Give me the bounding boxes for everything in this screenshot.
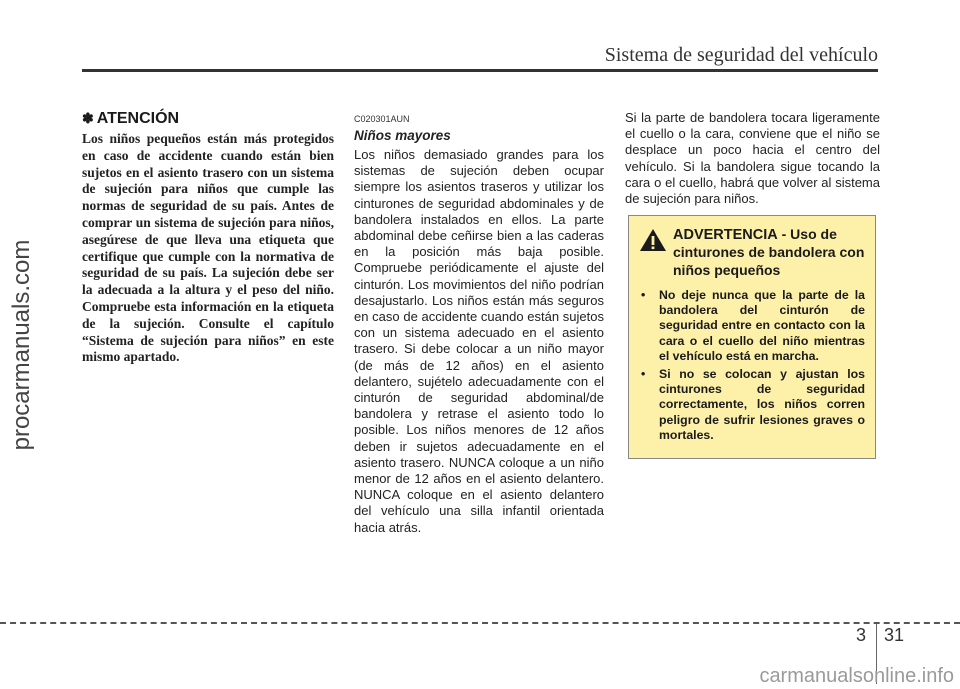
right-column: [625, 110, 880, 207]
bullet: •: [641, 288, 646, 302]
bullet: •: [641, 367, 646, 382]
shoulder-belt-paragraph: Si la parte de bandolera tocara ligeramente el cuello o la cara, conviene que el niño se desplace un poco hacia el centro del vehículo. Si la bandolera sigue tocando la cara o el cuello, habrá que volver al sistema de sujeción para niños.: [625, 110, 880, 207]
warning-title: [673, 226, 865, 280]
warning-item-text: Si no se colocan y ajustan los cinturones de seguridad correctamente, los niños corren peligro de sufrir lesiones graves o mortales.: [659, 367, 865, 442]
star-icon: ✽: [82, 110, 94, 126]
warning-list: [639, 288, 865, 443]
older-children-heading: Niños mayores: [354, 128, 451, 143]
attention-title: ATENCIÓN: [96, 110, 180, 127]
side-watermark: procarmanuals.com: [8, 239, 35, 451]
attention-body: Los niños pequeños están más protegidos en caso de accidente cuando están bien sujetos en el asiento trasero con un sistema de sujeción para niños que cumple las normas de seguridad de su país. Antes de comprar un sistema de sujeción para niños, asegúrese de que lleva una etiqueta que certifique que cumple con la normativa de seguridad de su país. La sujeción debe ser la adecuada a la altura y el peso del niño. Compruebe esta información en la etiqueta de la sujeción. Consulte el capítulo “Sistema de sujeción para niños” en este mismo apartado.: [82, 131, 334, 365]
header-rule: [82, 69, 878, 72]
footer-rule: [0, 622, 960, 624]
warning-header: [639, 226, 865, 280]
warning-item-text: No deje nunca que la parte de la bandolera del cinturón de seguridad entre en contacto con la cara o el cuello del niño mientras el vehículo está en marcha.: [659, 288, 865, 363]
warning-item: [639, 367, 865, 443]
warning-title-sub: - Uso de cinturones de bandolera con niños pequeños: [673, 226, 865, 278]
chapter-number: 3: [856, 625, 867, 645]
bottom-watermark: carmanualsonline.info: [759, 665, 954, 687]
section-title: Sistema de seguridad del vehículo: [604, 44, 878, 66]
older-children-column: [354, 110, 604, 536]
warning-title-main: ADVERTENCIA: [673, 227, 778, 243]
warning-item: [639, 288, 865, 364]
page-number: 31: [884, 625, 905, 645]
warning-box: [628, 215, 876, 459]
section-code: C020301AUN: [354, 114, 410, 124]
attention-heading: [82, 110, 334, 128]
older-children-body: Los niños demasiado grandes para los sistemas de sujeción deben ocupar siempre los asientos traseros y utilizar los cinturones de seguridad abdominales y de bandolera instalados en ellos. La parte abdominal debe ceñirse bien a las caderas en la posición más baja posible. Compruebe periódicamente el ajuste del cinturón. Los movimientos del niño podrían desajustarlo. Los niños están más seguros en caso de accidente cuando están sujetos con un sistema adecuado en el asiento trasero. Si debe colocar a un niño mayor (de más de 12 años) en el asiento delantero, sujételo adecuadamente con el cinturón de seguridad abdominal/de bandolera y retrase el asiento todo lo posible. Los niños menores de 12 años deben ir sujetos adecuadamente en el asiento trasero. NUNCA coloque a un niño menor de 12 años en el asiento delantero. NUNCA coloque en el asiento delantero del vehículo una silla infantil orientada hacia atrás.: [354, 147, 604, 535]
attention-column: [82, 110, 334, 366]
warning-triangle-icon: [639, 228, 667, 252]
